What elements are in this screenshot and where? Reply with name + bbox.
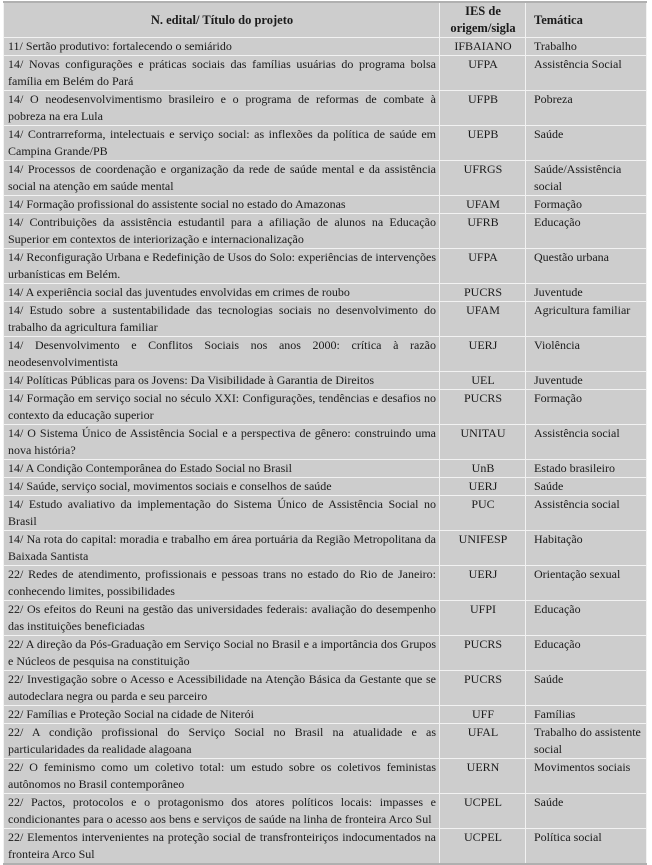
table-row bbox=[4, 636, 647, 671]
tema-cell: Juventude bbox=[526, 284, 647, 302]
title-cell: 14/ Formação profissional do assistente social no estado do Amazonas bbox=[4, 196, 440, 214]
tema-cell: Pobreza bbox=[526, 91, 647, 126]
title-cell: 22/ O feminismo como um coletivo total: um estudo sobre os coletivos feministas autônomos no Brasil contemporâneo bbox=[4, 759, 440, 794]
table-row bbox=[4, 284, 647, 302]
tema-cell: Saúde/Assistência social bbox=[526, 161, 647, 196]
table-row bbox=[4, 390, 647, 425]
title-cell: 14/ A experiência social das juventudes envolvidas em crimes de roubo bbox=[4, 284, 440, 302]
ies-cell: PUCRS bbox=[440, 671, 526, 706]
ies-cell: UCPEL bbox=[440, 794, 526, 829]
ies-cell: UFAM bbox=[440, 196, 526, 214]
ies-cell: UNIFESP bbox=[440, 531, 526, 566]
table-row bbox=[4, 794, 647, 829]
ies-cell: UERN bbox=[440, 759, 526, 794]
ies-cell: IFBAIANO bbox=[440, 38, 526, 56]
ies-cell: UnB bbox=[440, 460, 526, 478]
table-row bbox=[4, 38, 647, 56]
tema-cell: Assistência social bbox=[526, 425, 647, 460]
title-cell: 14/ O Sistema Único de Assistência Social e a perspectiva de gênero: construindo uma nova história? bbox=[4, 425, 440, 460]
tema-cell: Trabalho do assistente social bbox=[526, 724, 647, 759]
title-cell: 14/ Formação em serviço social no século XXI: Configurações, tendências e desafios no contexto da educação superior bbox=[4, 390, 440, 425]
ies-cell: UCPEL bbox=[440, 829, 526, 865]
table-row bbox=[4, 460, 647, 478]
ies-cell: PUCRS bbox=[440, 390, 526, 425]
ies-cell: UFPI bbox=[440, 601, 526, 636]
table-row bbox=[4, 91, 647, 126]
header-tema: Temática bbox=[526, 2, 647, 38]
tema-cell: Orientação sexual bbox=[526, 566, 647, 601]
title-cell: 14/ Estudo sobre a sustentabilidade das tecnologias sociais no desenvolvimento do trabalho da agricultura familiar bbox=[4, 302, 440, 337]
title-cell: 22/ Redes de atendimento, profissionais e pessoas trans no estado do Rio de Janeiro: conhecendo limites, possibilidades bbox=[4, 566, 440, 601]
ies-cell: PUC bbox=[440, 496, 526, 531]
tema-cell: Assistência Social bbox=[526, 56, 647, 91]
title-cell: 22/ Os efeitos do Reuni na gestão das universidades federais: avaliação do desempenho das instituições beneficiadas bbox=[4, 601, 440, 636]
title-cell: 22/ A direção da Pós-Graduação em Serviço Social no Brasil e a importância dos Grupos e Núcleos de pesquisa na constituição bbox=[4, 636, 440, 671]
tema-cell: Formação bbox=[526, 390, 647, 425]
table-header-row bbox=[4, 2, 647, 38]
table-row bbox=[4, 425, 647, 460]
tema-cell: Saúde bbox=[526, 478, 647, 496]
table-row bbox=[4, 126, 647, 161]
ies-cell: PUCRS bbox=[440, 284, 526, 302]
ies-cell: UNITAU bbox=[440, 425, 526, 460]
title-cell: 14/ Processos de coordenação e organização da rede de saúde mental e da assistência social na atenção em saúde mental bbox=[4, 161, 440, 196]
ies-cell: UFRGS bbox=[440, 161, 526, 196]
tema-cell: Agricultura familiar bbox=[526, 302, 647, 337]
table-row bbox=[4, 56, 647, 91]
title-cell: 14/ Desenvolvimento e Conflitos Sociais nos anos 2000: crítica à razão neodesenvolvimentista bbox=[4, 337, 440, 372]
table-row bbox=[4, 566, 647, 601]
ies-cell: UFF bbox=[440, 706, 526, 724]
table-row bbox=[4, 478, 647, 496]
tema-cell: Violência bbox=[526, 337, 647, 372]
title-cell: 22/ Pactos, protocolos e o protagonismo dos atores políticos locais: impasses e condicionantes para o acesso aos bens e serviços de saúde na linha de fronteira Arco Sul bbox=[4, 794, 440, 829]
tema-cell: Movimentos sociais bbox=[526, 759, 647, 794]
table-row bbox=[4, 706, 647, 724]
table-row bbox=[4, 829, 647, 865]
ies-cell: UFRB bbox=[440, 214, 526, 249]
table-row bbox=[4, 601, 647, 636]
title-cell: 14/ Reconfiguração Urbana e Redefinição de Usos do Solo: experiências de intervenções urbanísticas em Belém. bbox=[4, 249, 440, 284]
title-cell: 14/ Estudo avaliativo da implementação do Sistema Único de Assistência Social no Brasil bbox=[4, 496, 440, 531]
ies-cell: UFAL bbox=[440, 724, 526, 759]
ies-cell: UFPA bbox=[440, 56, 526, 91]
tema-cell: Saúde bbox=[526, 671, 647, 706]
projects-table bbox=[3, 1, 647, 865]
tema-cell: Formação bbox=[526, 196, 647, 214]
projects-table-container bbox=[3, 1, 646, 865]
ies-cell: UFPB bbox=[440, 91, 526, 126]
tema-cell: Estado brasileiro bbox=[526, 460, 647, 478]
title-cell: 11/ Sertão produtivo: fortalecendo o semiárido bbox=[4, 38, 440, 56]
table-row bbox=[4, 214, 647, 249]
title-cell: 22/ Elementos intervenientes na proteção social de transfronteiriços indocumentados na fronteira Arco Sul bbox=[4, 829, 440, 865]
tema-cell: Questão urbana bbox=[526, 249, 647, 284]
tema-cell: Habitação bbox=[526, 531, 647, 566]
ies-cell: UEL bbox=[440, 372, 526, 390]
ies-cell: UFPA bbox=[440, 249, 526, 284]
tema-cell: Juventude bbox=[526, 372, 647, 390]
table-row bbox=[4, 372, 647, 390]
ies-cell: UEPB bbox=[440, 126, 526, 161]
table-row bbox=[4, 337, 647, 372]
title-cell: 22/ A condição profissional do Serviço Social no Brasil na atualidade e as particularidades da realidade alagoana bbox=[4, 724, 440, 759]
table-row bbox=[4, 724, 647, 759]
title-cell: 14/ Saúde, serviço social, movimentos sociais e conselhos de saúde bbox=[4, 478, 440, 496]
title-cell: 14/ Contrarreforma, intelectuais e serviço social: as inflexões da política de saúde em Campina Grande/PB bbox=[4, 126, 440, 161]
tema-cell: Saúde bbox=[526, 126, 647, 161]
table-row bbox=[4, 302, 647, 337]
ies-cell: UFAM bbox=[440, 302, 526, 337]
tema-cell: Política social bbox=[526, 829, 647, 865]
ies-cell: PUCRS bbox=[440, 636, 526, 671]
table-row bbox=[4, 671, 647, 706]
header-title: N. edital/ Título do projeto bbox=[4, 2, 440, 38]
ies-cell: UERJ bbox=[440, 566, 526, 601]
title-cell: 14/ O neodesenvolvimentismo brasileiro e o programa de reformas de combate à pobreza na era Lula bbox=[4, 91, 440, 126]
tema-cell: Famílias bbox=[526, 706, 647, 724]
title-cell: 14/ Na rota do capital: moradia e trabalho em área portuária da Região Metropolitana da Baixada Santista bbox=[4, 531, 440, 566]
table-row bbox=[4, 759, 647, 794]
tema-cell: Assistência social bbox=[526, 496, 647, 531]
table-row bbox=[4, 531, 647, 566]
title-cell: 22/ Investigação sobre o Acesso e Acessibilidade na Atenção Básica da Gestante que se autodeclara negra ou parda e seu parceiro bbox=[4, 671, 440, 706]
table-row bbox=[4, 161, 647, 196]
table-row bbox=[4, 249, 647, 284]
title-cell: 14/ Políticas Públicas para os Jovens: Da Visibilidade à Garantia de Direitos bbox=[4, 372, 440, 390]
table-row bbox=[4, 196, 647, 214]
tema-cell: Educação bbox=[526, 636, 647, 671]
ies-cell: UERJ bbox=[440, 337, 526, 372]
tema-cell: Educação bbox=[526, 214, 647, 249]
ies-cell: UERJ bbox=[440, 478, 526, 496]
table-row bbox=[4, 496, 647, 531]
tema-cell: Saúde bbox=[526, 794, 647, 829]
title-cell: 14/ A Condição Contemporânea do Estado Social no Brasil bbox=[4, 460, 440, 478]
title-cell: 22/ Famílias e Proteção Social na cidade de Niterói bbox=[4, 706, 440, 724]
title-cell: 14/ Contribuições da assistência estudantil para a afiliação de alunos na Educação Superior em contextos de interiorização e internacionalização bbox=[4, 214, 440, 249]
header-ies: IES de origem/sigla bbox=[440, 2, 526, 38]
tema-cell: Educação bbox=[526, 601, 647, 636]
tema-cell: Trabalho bbox=[526, 38, 647, 56]
title-cell: 14/ Novas configurações e práticas sociais das famílias usuárias do programa bolsa família em Belém do Pará bbox=[4, 56, 440, 91]
table-body bbox=[4, 38, 647, 865]
